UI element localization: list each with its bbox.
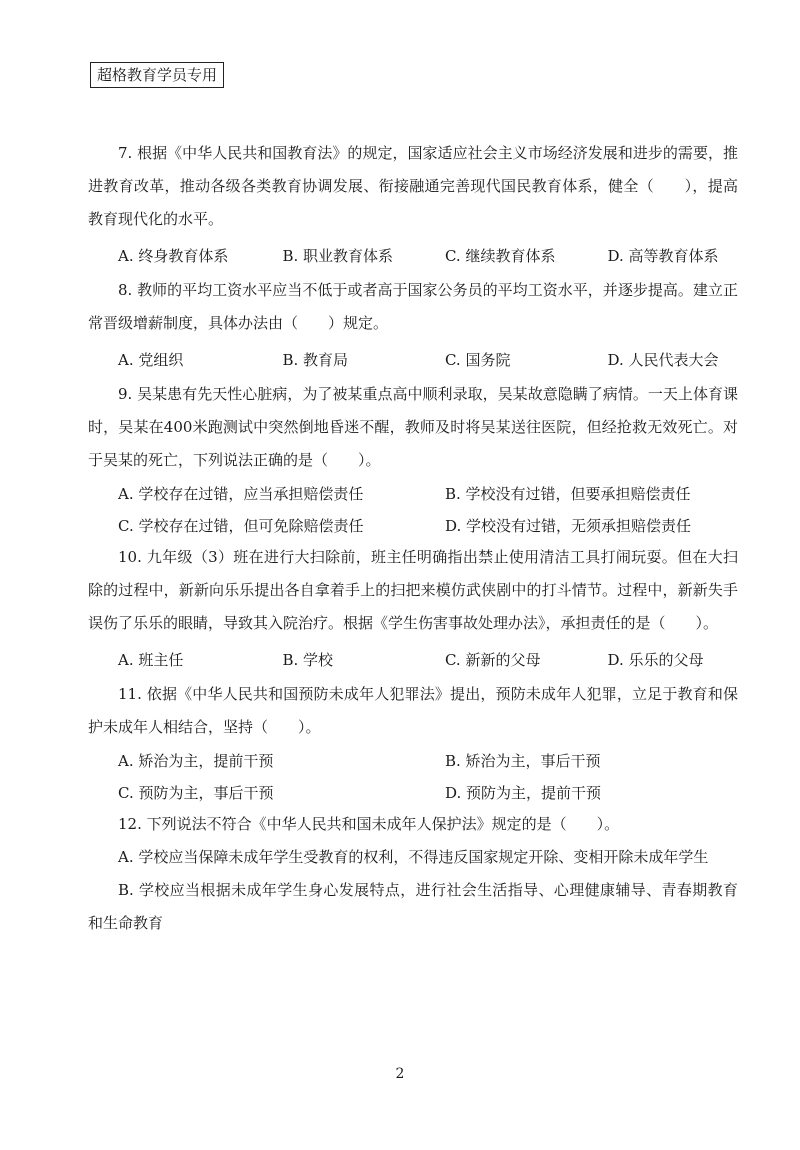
option-a: A. 学校存在过错，应当承担赔偿责任 (118, 484, 364, 503)
question-stem: 12. 下列说法不符合《中华人民共和国未成年人保护法》规定的是（ ）。 (118, 815, 620, 833)
option-b: B. 教育局 (282, 350, 349, 369)
option-c: C. 预防为主，事后干预 (118, 783, 274, 802)
option-b: B. 学校 (282, 650, 334, 669)
header-label: 超格教育学员专用 (90, 62, 224, 88)
question-stem: 9. 吴某患有先天性心脏病，为了被某重点高中顺利录取，吴某故意隐瞒了病情。一天上体育课时，吴某在400米跑测试中突然倒地昏迷不醒，教师及时将吴某送往医院，但经抢救无效死亡。对于吴某的死亡，下列说法正确的是（ ）。 (88, 385, 738, 469)
question-7 (88, 137, 738, 274)
option-a: A. 党组织 (118, 350, 184, 369)
question-9 (88, 378, 738, 541)
question-8 (88, 274, 738, 378)
question-10 (88, 541, 738, 678)
question-stem: 8. 教师的平均工资水平应当不低于或者高于国家公务员的平均工资水平，并逐步提高。建立正常晋级增薪制度，具体办法由（ ）规定。 (88, 281, 738, 332)
option-d: D. 学校没有过错，无须承担赔偿责任 (444, 516, 692, 535)
option-c: C. 新新的父母 (444, 650, 541, 669)
option-a: A. 矫治为主，提前干预 (118, 751, 274, 770)
option-row (88, 236, 738, 274)
question-stem: 7. 根据《中华人民共和国教育法》的规定，国家适应社会主义市场经济发展和进步的需要，推进教育改革，推动各级各类教育协调发展、衔接融通完善现代国民教育体系，健全（ ），提高教育现代化的水平。 (88, 144, 738, 228)
option-c: C. 国务院 (444, 350, 511, 369)
option-d: D. 乐乐的父母 (607, 650, 704, 669)
option-row (88, 509, 738, 541)
question-stem: 11. 依据《中华人民共和国预防未成年人犯罪法》提出，预防未成年人犯罪，立足于教育和保护未成年人相结合，坚持（ ）。 (88, 685, 738, 736)
option-c: C. 学校存在过错，但可免除赔偿责任 (118, 516, 364, 535)
option-row (88, 744, 738, 776)
question-11 (88, 678, 738, 808)
option-b: B. 矫治为主，事后干预 (444, 751, 601, 770)
option-a: A. 学校应当保障未成年学生受教育的权利，不得违反国家规定开除、变相开除未成年学生 (118, 848, 709, 866)
option-row (88, 776, 738, 808)
question-list (88, 137, 738, 940)
option-d: D. 预防为主，提前干预 (444, 783, 602, 802)
option-a: A. 终身教育体系 (118, 246, 229, 265)
option-row (88, 477, 738, 509)
page-number: 2 (395, 1066, 405, 1082)
option-b: B. 学校应当根据未成年学生身心发展特点，进行社会生活指导、心理健康辅导、青春期教育和生命教育 (88, 881, 738, 932)
option-d: D. 人民代表大会 (607, 350, 719, 369)
option-c: C. 继续教育体系 (444, 246, 556, 265)
option-row (88, 340, 738, 378)
option-b: B. 学校没有过错，但要承担赔偿责任 (444, 484, 691, 503)
option-a: A. 班主任 (118, 650, 184, 669)
question-12 (88, 808, 738, 940)
option-b: B. 职业教育体系 (282, 246, 394, 265)
question-stem: 10. 九年级（3）班在进行大扫除前，班主任明确指出禁止使用清洁工具打闹玩耍。但在大扫除的过程中，新新向乐乐提出各自拿着手上的扫把来模仿武侠剧中的打斗情节。过程中，新新失手误伤了乐乐的眼睛，导致其入院治疗。根据《学生伤害事故处理办法》，承担责任的是（ ）。 (88, 548, 738, 632)
option-d: D. 高等教育体系 (607, 246, 719, 265)
option-row (88, 640, 738, 678)
